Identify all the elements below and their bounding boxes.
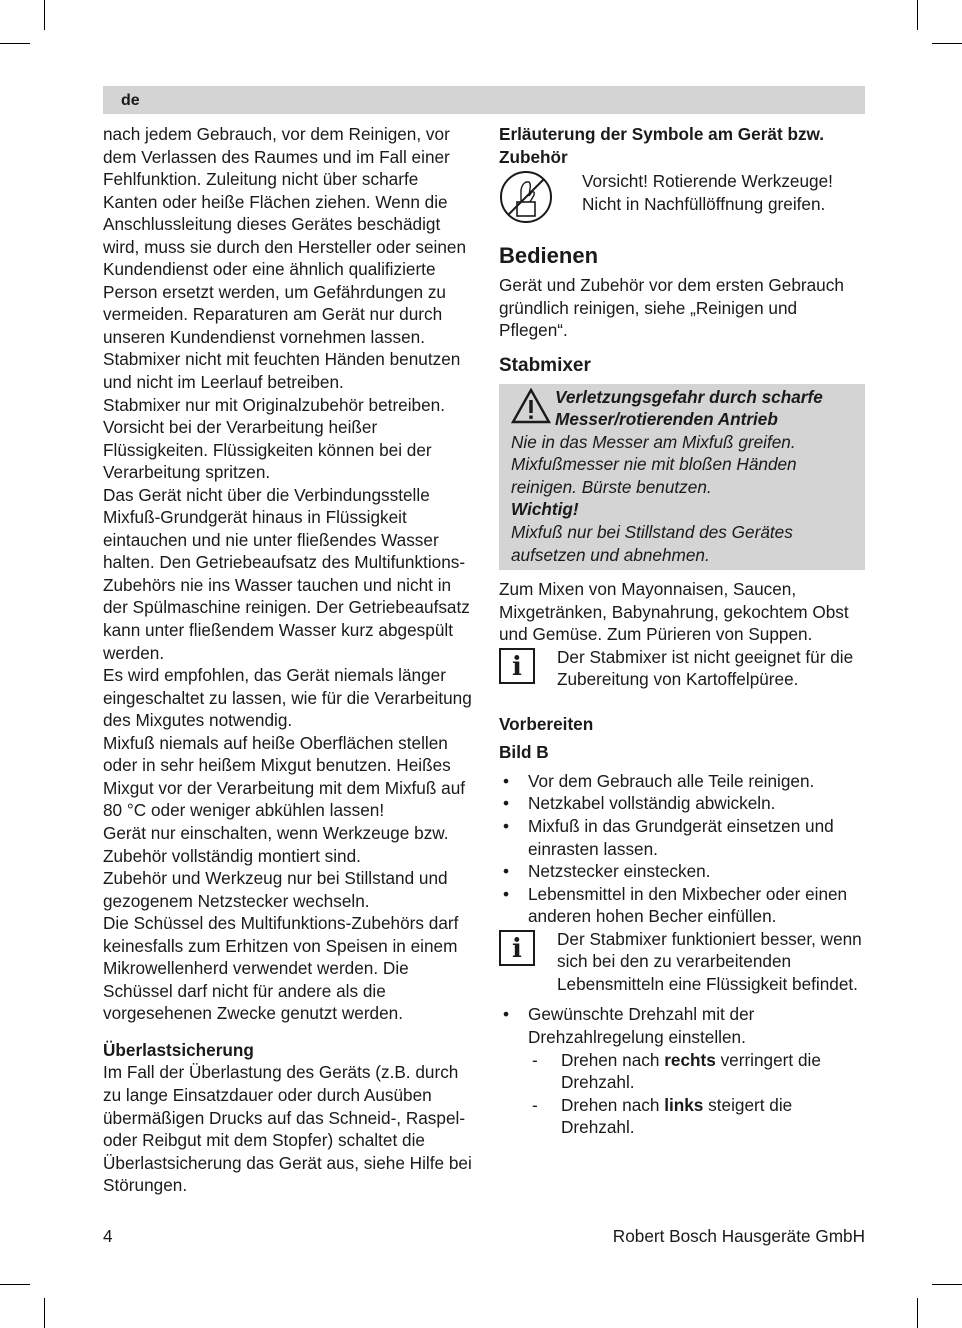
important-label: Wichtig! xyxy=(511,499,579,520)
crop-mark xyxy=(0,1284,30,1285)
list-item: • Mixfuß in das Grundgerät einsetzen und einrasten lassen. xyxy=(499,815,865,860)
crop-mark xyxy=(932,43,962,44)
page-number: 4 xyxy=(103,1226,113,1246)
language-bar xyxy=(103,86,865,114)
crop-mark xyxy=(917,1298,918,1328)
crop-mark xyxy=(932,1284,962,1285)
crop-mark xyxy=(44,1298,45,1328)
steps-list xyxy=(499,770,865,928)
info-text: Der Stabmixer funktioniert besser, wenn sich bei den zu verarbeitenden Lebensmitteln eine Flüssigkeit befindet. xyxy=(557,928,862,994)
safety-paragraph: Zubehör und Werkzeug nur bei Stillstand und gezogenem Netzstecker wechseln. xyxy=(103,868,448,911)
info-icon-glyph: i xyxy=(512,651,522,682)
safety-paragraph: Die Schüssel des Multifunktions-Zubehörs darf keinesfalls zum Erhitzen von Speisen in einem Mikrowellenherd verwendet werden. Die Schüssel darf nicht für andere als die vorgesehenen Zwecke genutzt werden. xyxy=(103,913,459,1024)
symbol-row xyxy=(499,170,865,226)
warning-triangle-icon xyxy=(511,388,551,424)
usage-text: Zum Mixen von Mayonnaisen, Saucen, Mixgetränken, Babynahrung, gekochtem Obst und Gemüse. Zum Pürieren von Suppen. xyxy=(499,579,849,645)
overload-text: Im Fall der Überlastung des Geräts (z.B. durch zu lange Einsatzdauer oder durch Ausüben übermäßigen Drucks auf das Schneid-, Raspel- oder Reibgut mit dem Stopfer) schaltet die Überlastsicherung das Gerät aus, siehe Hilfe bei Störungen. xyxy=(103,1062,472,1196)
info-note xyxy=(499,646,865,691)
company-name: Robert Bosch Hausgeräte GmbH xyxy=(612,1226,865,1246)
list-item: • Vor dem Gebrauch alle Teile reinigen. xyxy=(499,770,865,793)
sub-text: Drehen nach xyxy=(561,1094,665,1115)
left-column xyxy=(103,123,473,1197)
warning-line: Mixfuß nur bei Stillstand des Gerätes aufsetzen und abnehmen. xyxy=(511,522,793,565)
overload-title: Überlastsicherung xyxy=(103,1039,254,1060)
right-column xyxy=(499,123,865,1139)
symbols-title: Erläuterung der Symbole am Gerät bzw. Zubehör xyxy=(499,124,825,167)
warning-line: Nie in das Messer am Mixfuß greifen. Mixfußmesser nie mit bloßen Händen reinigen. Bürste benutzen. xyxy=(511,431,797,497)
list-item: • Netzkabel vollständig abwickeln. xyxy=(499,792,865,815)
safety-paragraph: Das Gerät nicht über die Verbindungsstelle Mixfuß-Grundgerät hinaus in Flüssigkeit eintauchen und nie unter fließendes Wasser halten. Den Getriebeaufsatz des Multifunktions-Zubehörs nie ins Wasser tauchen und nicht in der Spülmaschine reinigen. Der Getriebeaufsatz kann unter fließendem Wasser kurz abgespült werden. xyxy=(103,484,470,663)
safety-paragraph: Stabmixer nur mit Originalzubehör betreiben. xyxy=(103,394,446,415)
sub-list-item xyxy=(499,1094,865,1139)
sub-list-item xyxy=(499,1049,865,1094)
warning-header xyxy=(511,386,855,431)
safety-paragraph: Mixfuß niemals auf heiße Oberflächen stellen oder in sehr heißem Mixgut benutzen. Heißes Mixgut vor der Verarbeitung mit dem Mixfuß auf 80 °C oder weniger abkühlen lassen! xyxy=(103,732,466,821)
figure-label: Bild B xyxy=(499,742,549,763)
sub-text: steigert die Drehzahl. xyxy=(561,1094,793,1138)
info-note xyxy=(499,928,865,996)
warning-title: Verletzungsgefahr durch scharfe Messer/rotierenden Antrieb xyxy=(555,386,823,430)
sub-steps-list xyxy=(499,1049,865,1139)
list-item: • Lebensmittel in den Mixbecher oder einen anderen hohen Becher einfüllen. xyxy=(499,883,865,928)
language-label: de xyxy=(121,92,140,109)
safety-paragraph: nach jedem Gebrauch, vor dem Reinigen, vor dem Verlassen des Raumes und im Fall einer Fehlfunktion. Zuleitung nicht über scharfe Kanten oder heiße Flächen ziehen. Wenn die Anschlussleitung dieses Gerätes beschädigt wird, muss sie durch den Hersteller oder seinen Kundendienst oder eine ähnlich qualifizierte Person ersetzt werden, um Gefährdungen zu vermeiden. Reparaturen am Gerät nur durch unseren Kundendienst vornehmen lassen. xyxy=(103,124,467,347)
list-item: • Netzstecker einstecken. xyxy=(499,860,865,883)
info-text: Der Stabmixer ist nicht geeignet für die Zubereitung von Kartoffelpüree. xyxy=(557,646,854,690)
prep-title: Vorbereiten xyxy=(499,713,594,734)
safety-paragraph: Stabmixer nicht mit feuchten Händen benutzen und nicht im Leerlauf betreiben. xyxy=(103,349,461,393)
warning-box xyxy=(499,384,865,570)
crop-mark xyxy=(44,0,45,30)
rotating-tools-warning-icon xyxy=(499,170,555,226)
section-title-stabmixer: Stabmixer xyxy=(499,354,591,376)
sub-text: Drehen nach xyxy=(561,1049,665,1070)
safety-paragraph: Es wird empfohlen, das Gerät niemals länger eingeschaltet zu lassen, wie für die Verarbeitung des Mixgutes notwendig. xyxy=(103,665,472,731)
info-icon xyxy=(499,930,535,966)
symbol-text: Vorsicht! Rotierende Werkzeuge! Nicht in Nachfüllöffnung greifen. xyxy=(582,171,833,214)
safety-paragraph: Vorsicht bei der Verarbeitung heißer Flüssigkeiten. Flüssigkeiten können bei der Verarbeitung spritzen. xyxy=(103,417,432,483)
info-icon-glyph: i xyxy=(512,933,522,964)
safety-paragraph: Gerät nur einschalten, wenn Werkzeuge bzw. Zubehör vollständig montiert sind. xyxy=(103,822,449,866)
sub-text: verringert die Drehzahl. xyxy=(561,1049,821,1093)
list-item: • Gewünschte Drehzahl mit der Drehzahlregelung einstellen. xyxy=(499,1003,865,1048)
info-icon xyxy=(499,648,535,684)
section-title-bedienen: Bedienen xyxy=(499,243,599,269)
bedienen-text: Gerät und Zubehör vor dem ersten Gebrauch gründlich reinigen, siehe „Reinigen und Pflegen“. xyxy=(499,275,844,341)
sub-bold: links xyxy=(664,1094,704,1115)
sub-bold: rechts xyxy=(664,1049,716,1070)
crop-mark xyxy=(0,43,30,44)
steps-list xyxy=(499,1003,865,1048)
crop-mark xyxy=(917,0,918,30)
